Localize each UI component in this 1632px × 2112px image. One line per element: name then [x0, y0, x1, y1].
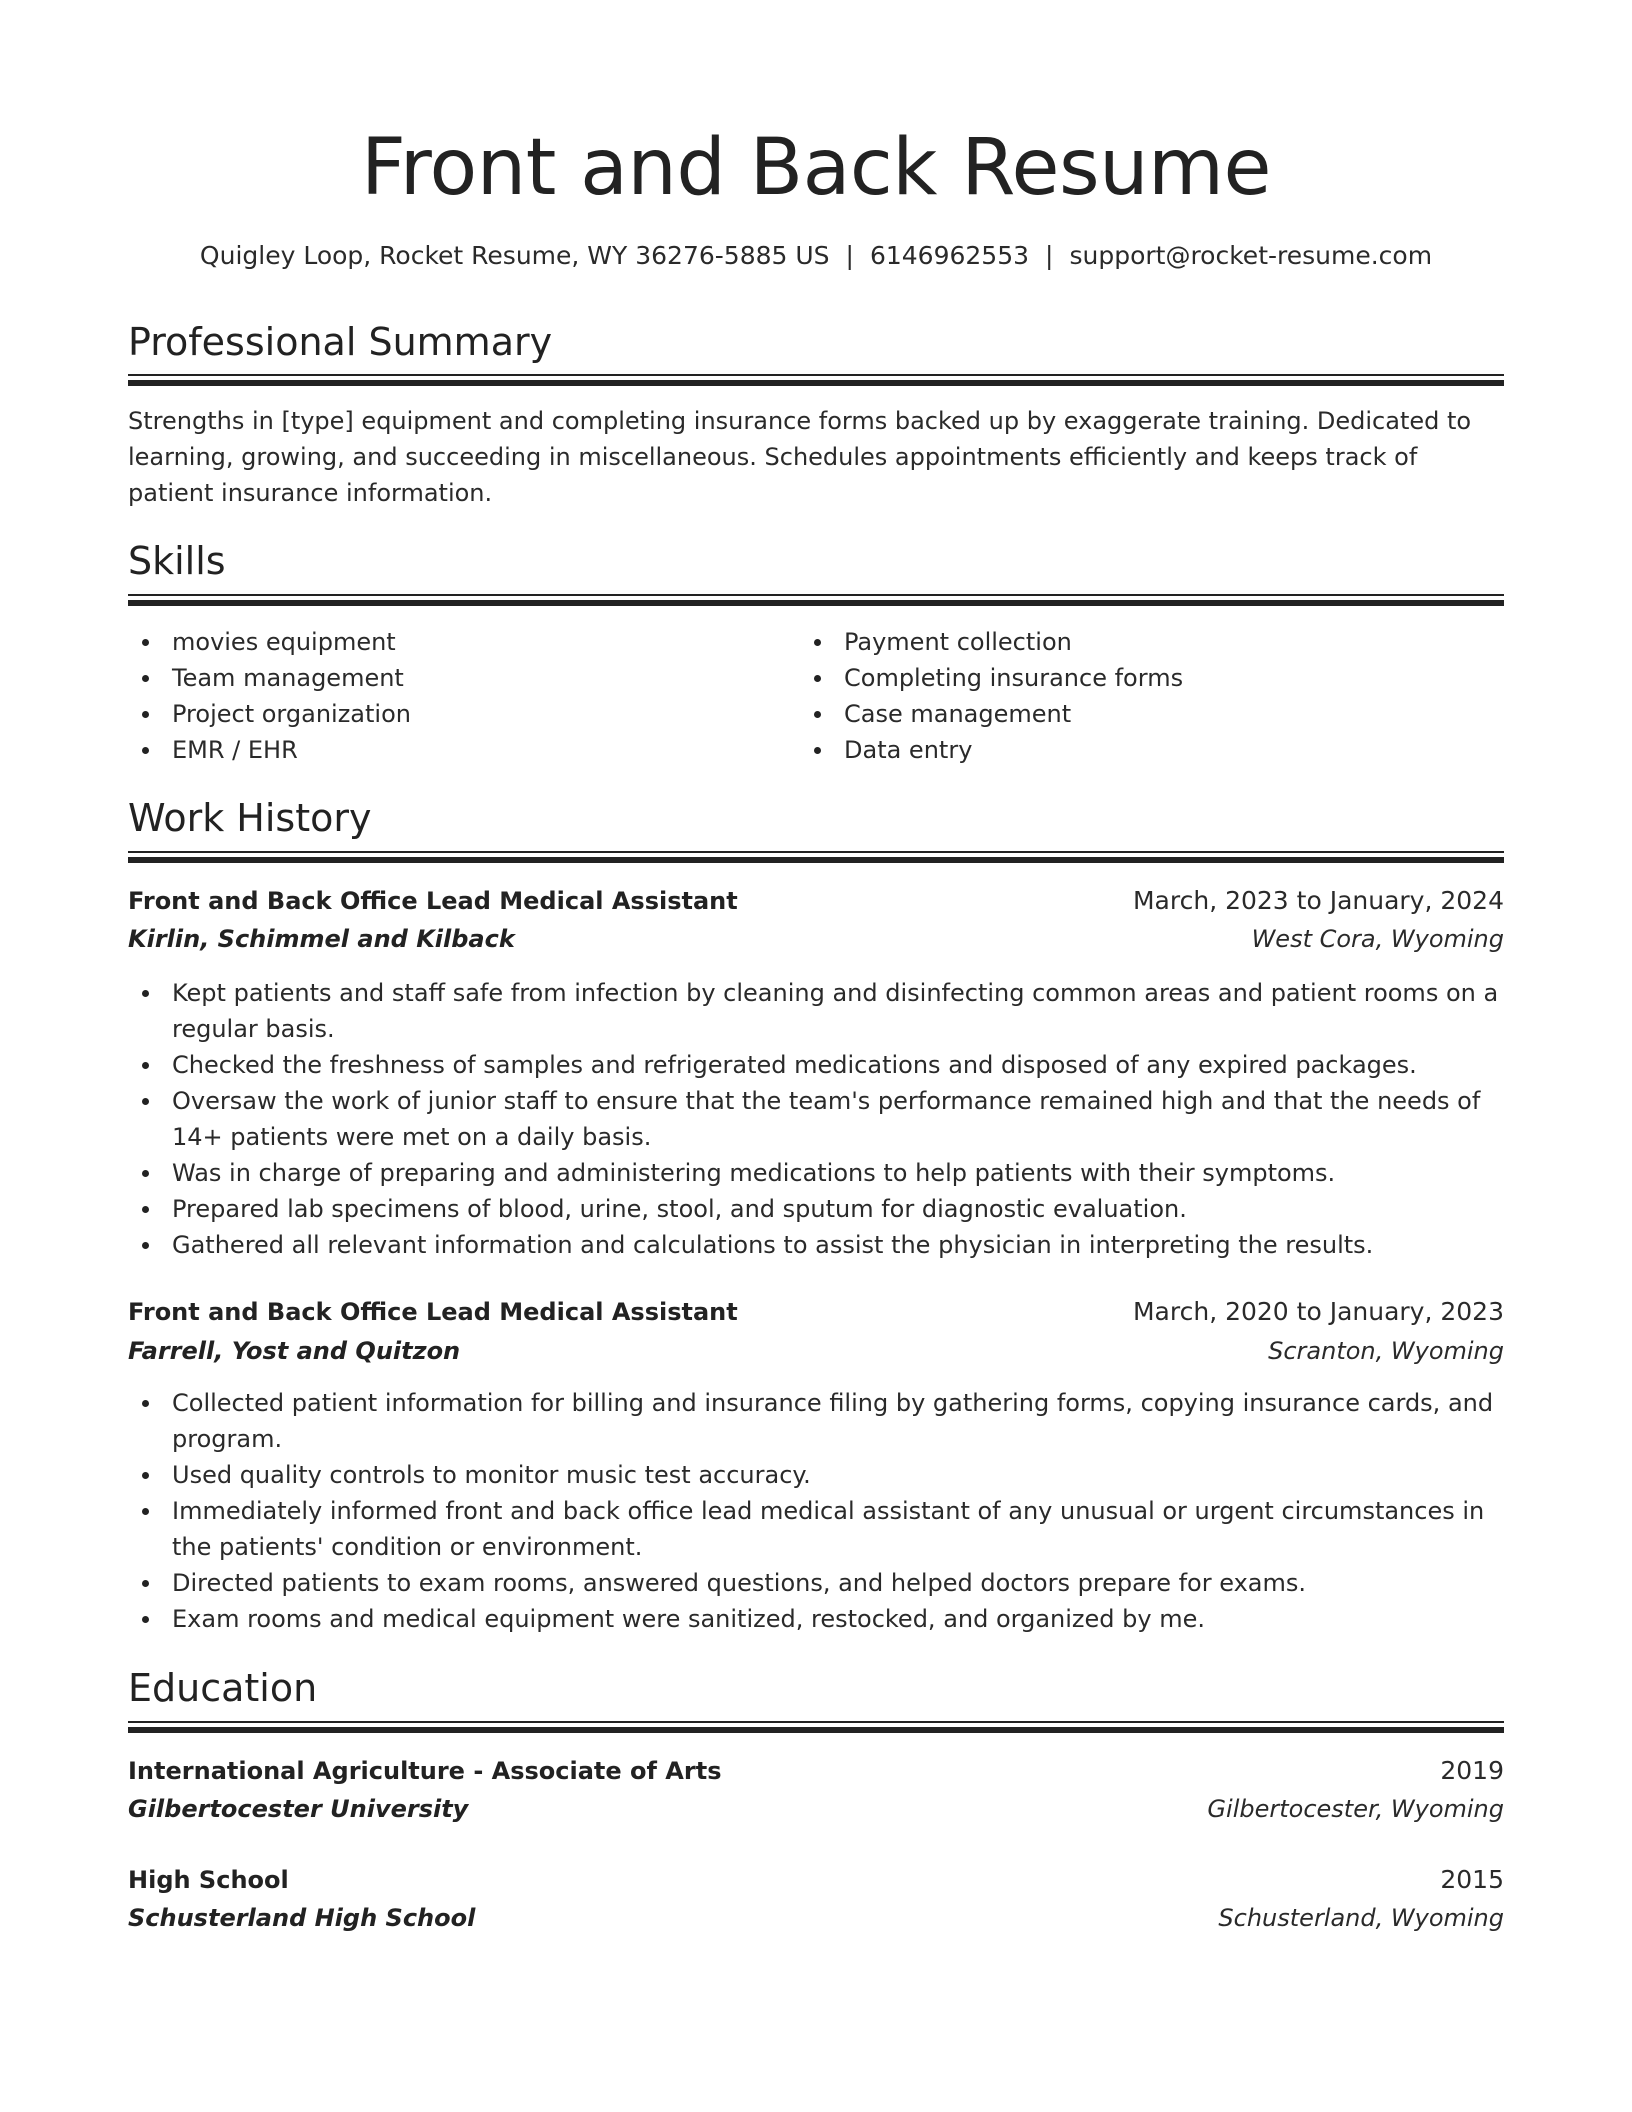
education-year: 2019 — [1440, 1756, 1504, 1785]
education-header-row — [128, 1752, 1504, 1790]
section-title-skills: Skills — [128, 539, 226, 583]
list-item: Checked the freshness of samples and refrigerated medications and disposed of any expired packages. — [128, 1047, 1504, 1083]
section-divider — [128, 374, 1504, 386]
education-location: Schusterland, Wyoming — [1218, 1904, 1504, 1932]
list-item: Prepared lab specimens of blood, urine, stool, and sputum for diagnostic evaluation. — [128, 1191, 1504, 1227]
section-title-work: Work History — [128, 796, 372, 840]
skill-item: Team management — [128, 660, 788, 696]
list-item: Used quality controls to monitor music test accuracy. — [128, 1457, 1504, 1493]
skill-item: movies equipment — [128, 624, 788, 660]
job-company-row — [128, 920, 1504, 958]
contact-separator: | — [1045, 241, 1054, 270]
skill-item: Data entry — [800, 732, 1500, 768]
skill-item: Payment collection — [800, 624, 1500, 660]
job-company-row — [128, 1332, 1504, 1370]
skills-list-left — [128, 624, 788, 768]
job-header-row — [128, 882, 1504, 920]
list-item: Immediately informed front and back office lead medical assistant of any unusual or urgent circumstances in the patients' condition or environment. — [128, 1493, 1504, 1565]
skills-list-right — [800, 624, 1500, 768]
section-divider — [128, 851, 1504, 863]
section-divider — [128, 1721, 1504, 1733]
job-company: Farrell, Yost and Quitzon — [128, 1337, 461, 1365]
education-school: Schusterland High School — [128, 1904, 476, 1932]
list-item: Exam rooms and medical equipment were sanitized, restocked, and organized by me. — [128, 1601, 1504, 1637]
list-item: Oversaw the work of junior staff to ensure that the team's performance remained high and that the needs of 14+ patients were met on a daily basis. — [128, 1083, 1504, 1155]
job-bullets — [128, 1385, 1504, 1637]
skill-item: Completing insurance forms — [800, 660, 1500, 696]
education-degree: High School — [128, 1866, 289, 1894]
section-divider — [128, 594, 1504, 606]
job-title: Front and Back Office Lead Medical Assistant — [128, 887, 738, 915]
job-location: West Cora, Wyoming — [1251, 925, 1504, 953]
list-item: Kept patients and staff safe from infection by cleaning and disinfecting common areas and patient rooms on a regular basis. — [128, 975, 1504, 1047]
job-title: Front and Back Office Lead Medical Assistant — [128, 1298, 738, 1326]
education-school-row — [128, 1790, 1504, 1828]
education-header-row — [128, 1861, 1504, 1899]
section-title-summary: Professional Summary — [128, 320, 553, 364]
education-degree: International Agriculture - Associate of Arts — [128, 1757, 722, 1785]
contact-line — [128, 238, 1504, 274]
list-item: Was in charge of preparing and administering medications to help patients with their symptoms. — [128, 1155, 1504, 1191]
contact-phone: 6146962553 — [869, 241, 1030, 270]
list-item: Collected patient information for billing and insurance filing by gathering forms, copying insurance cards, and program. — [128, 1385, 1504, 1457]
job-location: Scranton, Wyoming — [1268, 1337, 1504, 1365]
contact-address: Quigley Loop, Rocket Resume, WY 36276-5885 US — [199, 241, 830, 270]
job-dates: March, 2023 to January, 2024 — [1132, 886, 1504, 915]
contact-separator: | — [845, 241, 854, 270]
job-header-row — [128, 1293, 1504, 1331]
contact-email: support@rocket-resume.com — [1069, 241, 1433, 270]
skill-item: Case management — [800, 696, 1500, 732]
summary-text: Strengths in [type] equipment and completing insurance forms backed up by exaggerate training. Dedicated to learning, growing, and succeeding in miscellaneous. Schedules appointments efficiently and keeps track of patient insurance information. — [128, 407, 1472, 507]
education-school: Gilbertocester University — [128, 1795, 469, 1823]
job-bullets — [128, 975, 1504, 1263]
skill-item: Project organization — [128, 696, 788, 732]
education-location: Gilbertocester, Wyoming — [1207, 1795, 1504, 1823]
list-item: Directed patients to exam rooms, answered questions, and helped doctors prepare for exams. — [128, 1565, 1504, 1601]
job-dates: March, 2020 to January, 2023 — [1132, 1297, 1504, 1326]
education-school-row — [128, 1899, 1504, 1937]
job-company: Kirlin, Schimmel and Kilback — [128, 925, 515, 953]
section-title-education: Education — [128, 1666, 318, 1710]
education-year: 2015 — [1440, 1865, 1504, 1894]
resume-name: Front and Back Resume — [361, 123, 1271, 213]
list-item: Gathered all relevant information and calculations to assist the physician in interpreting the results. — [128, 1227, 1504, 1263]
skill-item: EMR / EHR — [128, 732, 788, 768]
